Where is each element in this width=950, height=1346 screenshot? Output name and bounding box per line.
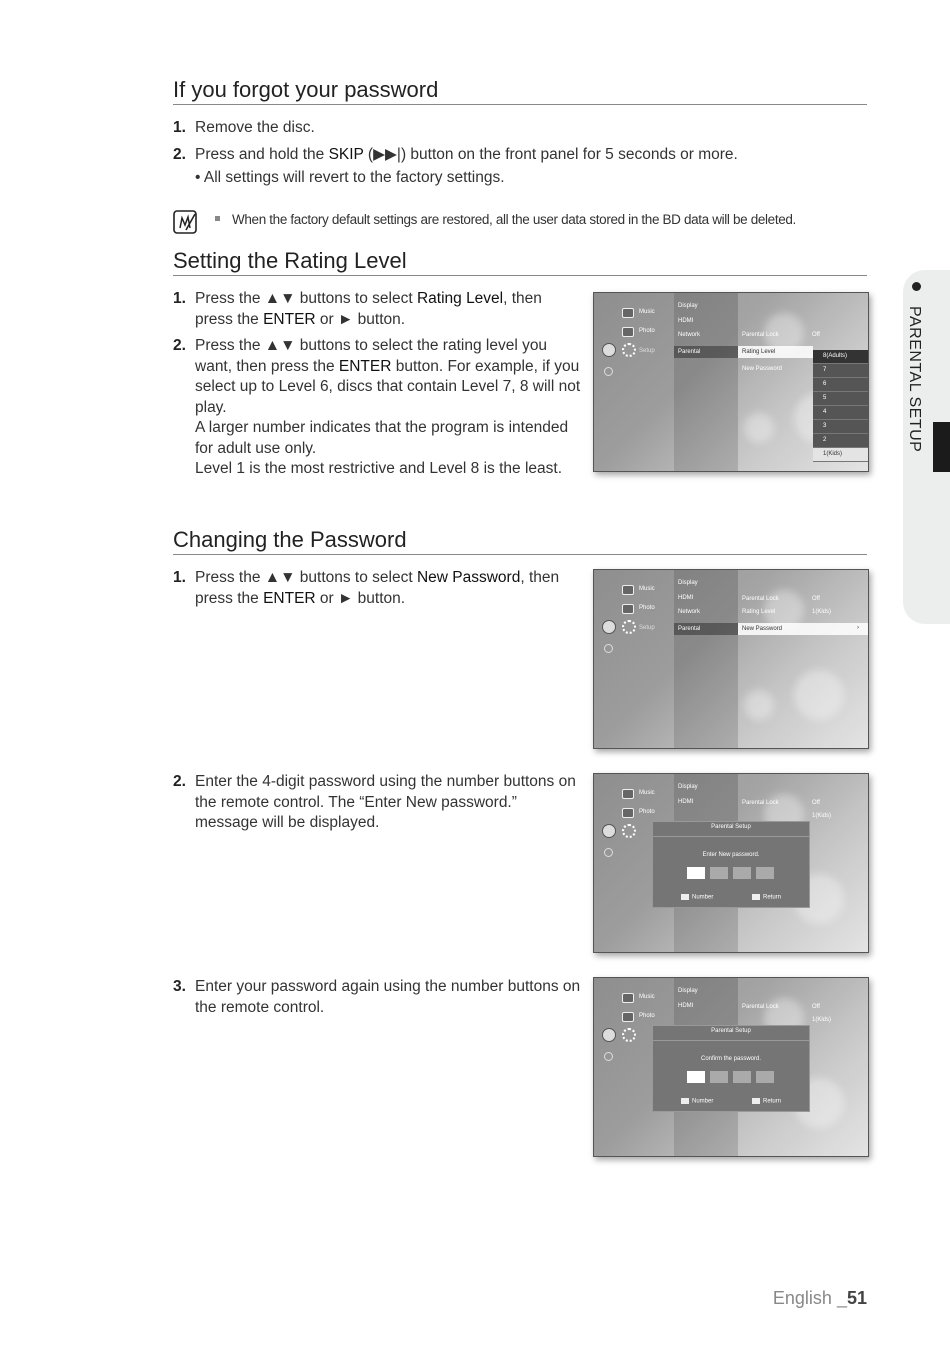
step-number: 1. bbox=[173, 290, 186, 307]
menu-parental-lock: Parental Lock bbox=[742, 332, 779, 338]
dialog-message: Confirm the password. bbox=[700, 1056, 762, 1062]
step-text: Remove the disc. bbox=[195, 119, 315, 136]
password-digit-box[interactable] bbox=[733, 867, 751, 879]
rating-option: 2 bbox=[813, 434, 868, 448]
page-number: 51 bbox=[846, 1288, 867, 1308]
search-icon bbox=[604, 367, 613, 376]
disc-icon bbox=[602, 824, 616, 838]
menu-hdmi: HDMI bbox=[678, 318, 694, 324]
step-text: (▶▶|) button on the front panel for 5 seconds or more. bbox=[363, 146, 738, 163]
parental-setup-dialog bbox=[652, 1025, 810, 1112]
hint-return: Return bbox=[763, 1098, 782, 1105]
step-text: Enter the 4-digit password using the number buttons on the remote control. The “Enter New password.” message will be displayed. bbox=[195, 773, 576, 831]
search-icon bbox=[604, 1052, 613, 1061]
menu-music: Music bbox=[639, 586, 655, 592]
menu-rating-level: Rating Level bbox=[742, 609, 776, 615]
menu-parental-lock: Parental Lock bbox=[742, 800, 779, 806]
value-off: Off bbox=[812, 596, 820, 602]
change-step-1 bbox=[173, 568, 578, 609]
step-text: Press the ▲▼ buttons to select bbox=[195, 290, 417, 307]
value-kids: 1(Kids) bbox=[812, 609, 832, 615]
key-enter: ENTER bbox=[263, 589, 316, 607]
page-footer bbox=[773, 1288, 867, 1309]
hint-number: Number bbox=[692, 1098, 714, 1105]
value-off: Off bbox=[812, 1004, 820, 1010]
step-1 bbox=[173, 118, 853, 139]
step-text: button. For example, if you select up to Level 6, discs that contain Level 7, 8 will not play. bbox=[195, 357, 581, 416]
change-step-2 bbox=[173, 772, 581, 834]
menu-parental-lock: Parental Lock bbox=[742, 596, 779, 602]
rating-step-1 bbox=[173, 289, 578, 330]
value-off: Off bbox=[812, 332, 820, 338]
footer-language: English _ bbox=[772, 1288, 847, 1308]
value-kids: 1(Kids) bbox=[812, 1017, 832, 1023]
step-number: 1. bbox=[173, 119, 186, 136]
menu-parental-lock: Parental Lock bbox=[742, 1004, 779, 1010]
side-tab-label: PARENTAL SETUP bbox=[906, 306, 923, 453]
key-new-password: New Password bbox=[416, 569, 521, 586]
change-step-3 bbox=[173, 977, 581, 1018]
rating-option: 6 bbox=[813, 378, 868, 392]
password-digit-box[interactable] bbox=[687, 1071, 705, 1083]
key-rating-level: Rating Level bbox=[416, 290, 504, 307]
step-number: 2. bbox=[173, 773, 186, 790]
password-digit-box[interactable] bbox=[756, 1071, 774, 1083]
heading-rating-level: Setting the Rating Level bbox=[173, 248, 867, 276]
menu-setup: Setup bbox=[639, 348, 655, 354]
heading-change-password: Changing the Password bbox=[173, 527, 867, 555]
step-text: Press and hold the bbox=[195, 146, 329, 163]
step-text: or ► button. bbox=[315, 310, 406, 328]
rating-option: 5 bbox=[813, 392, 868, 406]
rating-option: 3 bbox=[813, 420, 868, 434]
step-text: Level 1 is the most restrictive and Level 8 is the least. bbox=[195, 460, 563, 477]
section-side-tab bbox=[903, 270, 950, 624]
rating-level-list bbox=[813, 350, 868, 462]
disc-icon bbox=[602, 620, 616, 634]
menu-hdmi: HDMI bbox=[678, 595, 694, 601]
menu-display: Display bbox=[678, 988, 698, 994]
heading-forgot-password: If you forgot your password bbox=[173, 77, 867, 105]
return-key-icon bbox=[752, 1098, 760, 1104]
step-text: Press the ▲▼ buttons to select bbox=[195, 569, 417, 586]
value-kids: 1(Kids) bbox=[812, 813, 832, 819]
menu-network: Network bbox=[678, 609, 701, 615]
rating-option: 1(Kids) bbox=[813, 448, 868, 462]
parental-setup-dialog bbox=[652, 821, 810, 908]
step-number: 1. bbox=[173, 569, 186, 586]
search-icon bbox=[604, 644, 613, 653]
menu-display: Display bbox=[678, 580, 698, 586]
rating-step-2 bbox=[173, 336, 581, 480]
rating-option: 4 bbox=[813, 406, 868, 420]
hint-return: Return bbox=[763, 894, 782, 901]
dialog-title: Parental Setup bbox=[711, 824, 751, 830]
gear-icon bbox=[622, 1028, 636, 1042]
key-skip: SKIP bbox=[328, 146, 364, 163]
menu-hdmi: HDMI bbox=[678, 1003, 694, 1009]
search-icon bbox=[604, 848, 613, 857]
password-digit-box[interactable] bbox=[733, 1071, 751, 1083]
password-digit-box[interactable] bbox=[756, 867, 774, 879]
step-text: , then press the bbox=[195, 290, 542, 328]
photo-icon bbox=[622, 604, 634, 614]
music-icon bbox=[622, 585, 634, 595]
photo-icon bbox=[622, 1012, 634, 1022]
password-digit-box[interactable] bbox=[710, 1071, 728, 1083]
password-digit-box[interactable] bbox=[710, 867, 728, 879]
menu-parental: Parental bbox=[678, 626, 701, 632]
menu-music: Music bbox=[639, 309, 655, 315]
rating-option: 8(Adults) bbox=[813, 350, 868, 364]
menu-network: Network bbox=[678, 332, 701, 338]
step-number: 2. bbox=[173, 337, 186, 354]
menu-parental: Parental bbox=[678, 349, 701, 355]
value-off: Off bbox=[812, 800, 820, 806]
note-bullet bbox=[215, 216, 220, 221]
menu-photo: Photo bbox=[639, 328, 655, 334]
dialog-message: Enter New password. bbox=[702, 852, 760, 858]
menu-display: Display bbox=[678, 784, 698, 790]
screenshot-confirm-password bbox=[593, 977, 869, 1157]
step-number: 3. bbox=[173, 978, 186, 995]
photo-icon bbox=[622, 808, 634, 818]
menu-music: Music bbox=[639, 790, 655, 796]
chevron-right-icon: › bbox=[857, 625, 859, 631]
disc-icon bbox=[602, 343, 616, 357]
return-key-icon bbox=[752, 894, 760, 900]
step-text: or ► button. bbox=[315, 589, 406, 607]
number-key-icon bbox=[681, 1098, 689, 1104]
disc-icon bbox=[602, 1028, 616, 1042]
password-digit-box[interactable] bbox=[687, 867, 705, 879]
music-icon bbox=[622, 789, 634, 799]
rating-option: 7 bbox=[813, 364, 868, 378]
note-text: When the factory default settings are restored, all the user data stored in the BD data will be deleted. bbox=[232, 212, 796, 227]
step-text: A larger number indicates that the program is intended for adult use only. bbox=[195, 419, 569, 457]
bullet-factory-reset: • All settings will revert to the factory settings. bbox=[195, 169, 505, 186]
screenshot-rating-level bbox=[593, 292, 869, 472]
menu-photo: Photo bbox=[639, 1013, 655, 1019]
step-number: 2. bbox=[173, 146, 186, 163]
key-enter: ENTER bbox=[338, 357, 392, 375]
menu-photo: Photo bbox=[639, 809, 655, 815]
side-tab-marker bbox=[933, 422, 950, 472]
menu-setup: Setup bbox=[639, 625, 655, 631]
hint-number: Number bbox=[692, 894, 714, 901]
step-text: Press the ▲▼ buttons to select the rating level you want, then press the bbox=[195, 337, 548, 375]
number-key-icon bbox=[681, 894, 689, 900]
note-icon bbox=[173, 208, 199, 236]
photo-icon bbox=[622, 327, 634, 337]
gear-icon bbox=[622, 620, 636, 634]
step-text: Enter your password again using the number buttons on the remote control. bbox=[195, 978, 581, 1016]
music-icon bbox=[622, 308, 634, 318]
menu-display: Display bbox=[678, 303, 698, 309]
music-icon bbox=[622, 993, 634, 1003]
screenshot-enter-password bbox=[593, 773, 869, 953]
menu-new-password: New Password bbox=[742, 626, 783, 632]
screenshot-new-password bbox=[593, 569, 869, 749]
step-text: , then press the bbox=[195, 569, 560, 607]
menu-new-password: New Password bbox=[742, 366, 783, 372]
gear-icon bbox=[622, 343, 636, 357]
gear-icon bbox=[622, 824, 636, 838]
menu-photo: Photo bbox=[639, 605, 655, 611]
menu-music: Music bbox=[639, 994, 655, 1000]
step-2 bbox=[173, 145, 853, 166]
key-enter: ENTER bbox=[263, 310, 316, 328]
dialog-title: Parental Setup bbox=[711, 1028, 751, 1034]
menu-rating-level: Rating Level bbox=[742, 349, 776, 355]
bullet-dot-icon bbox=[912, 282, 921, 291]
menu-hdmi: HDMI bbox=[678, 799, 694, 805]
